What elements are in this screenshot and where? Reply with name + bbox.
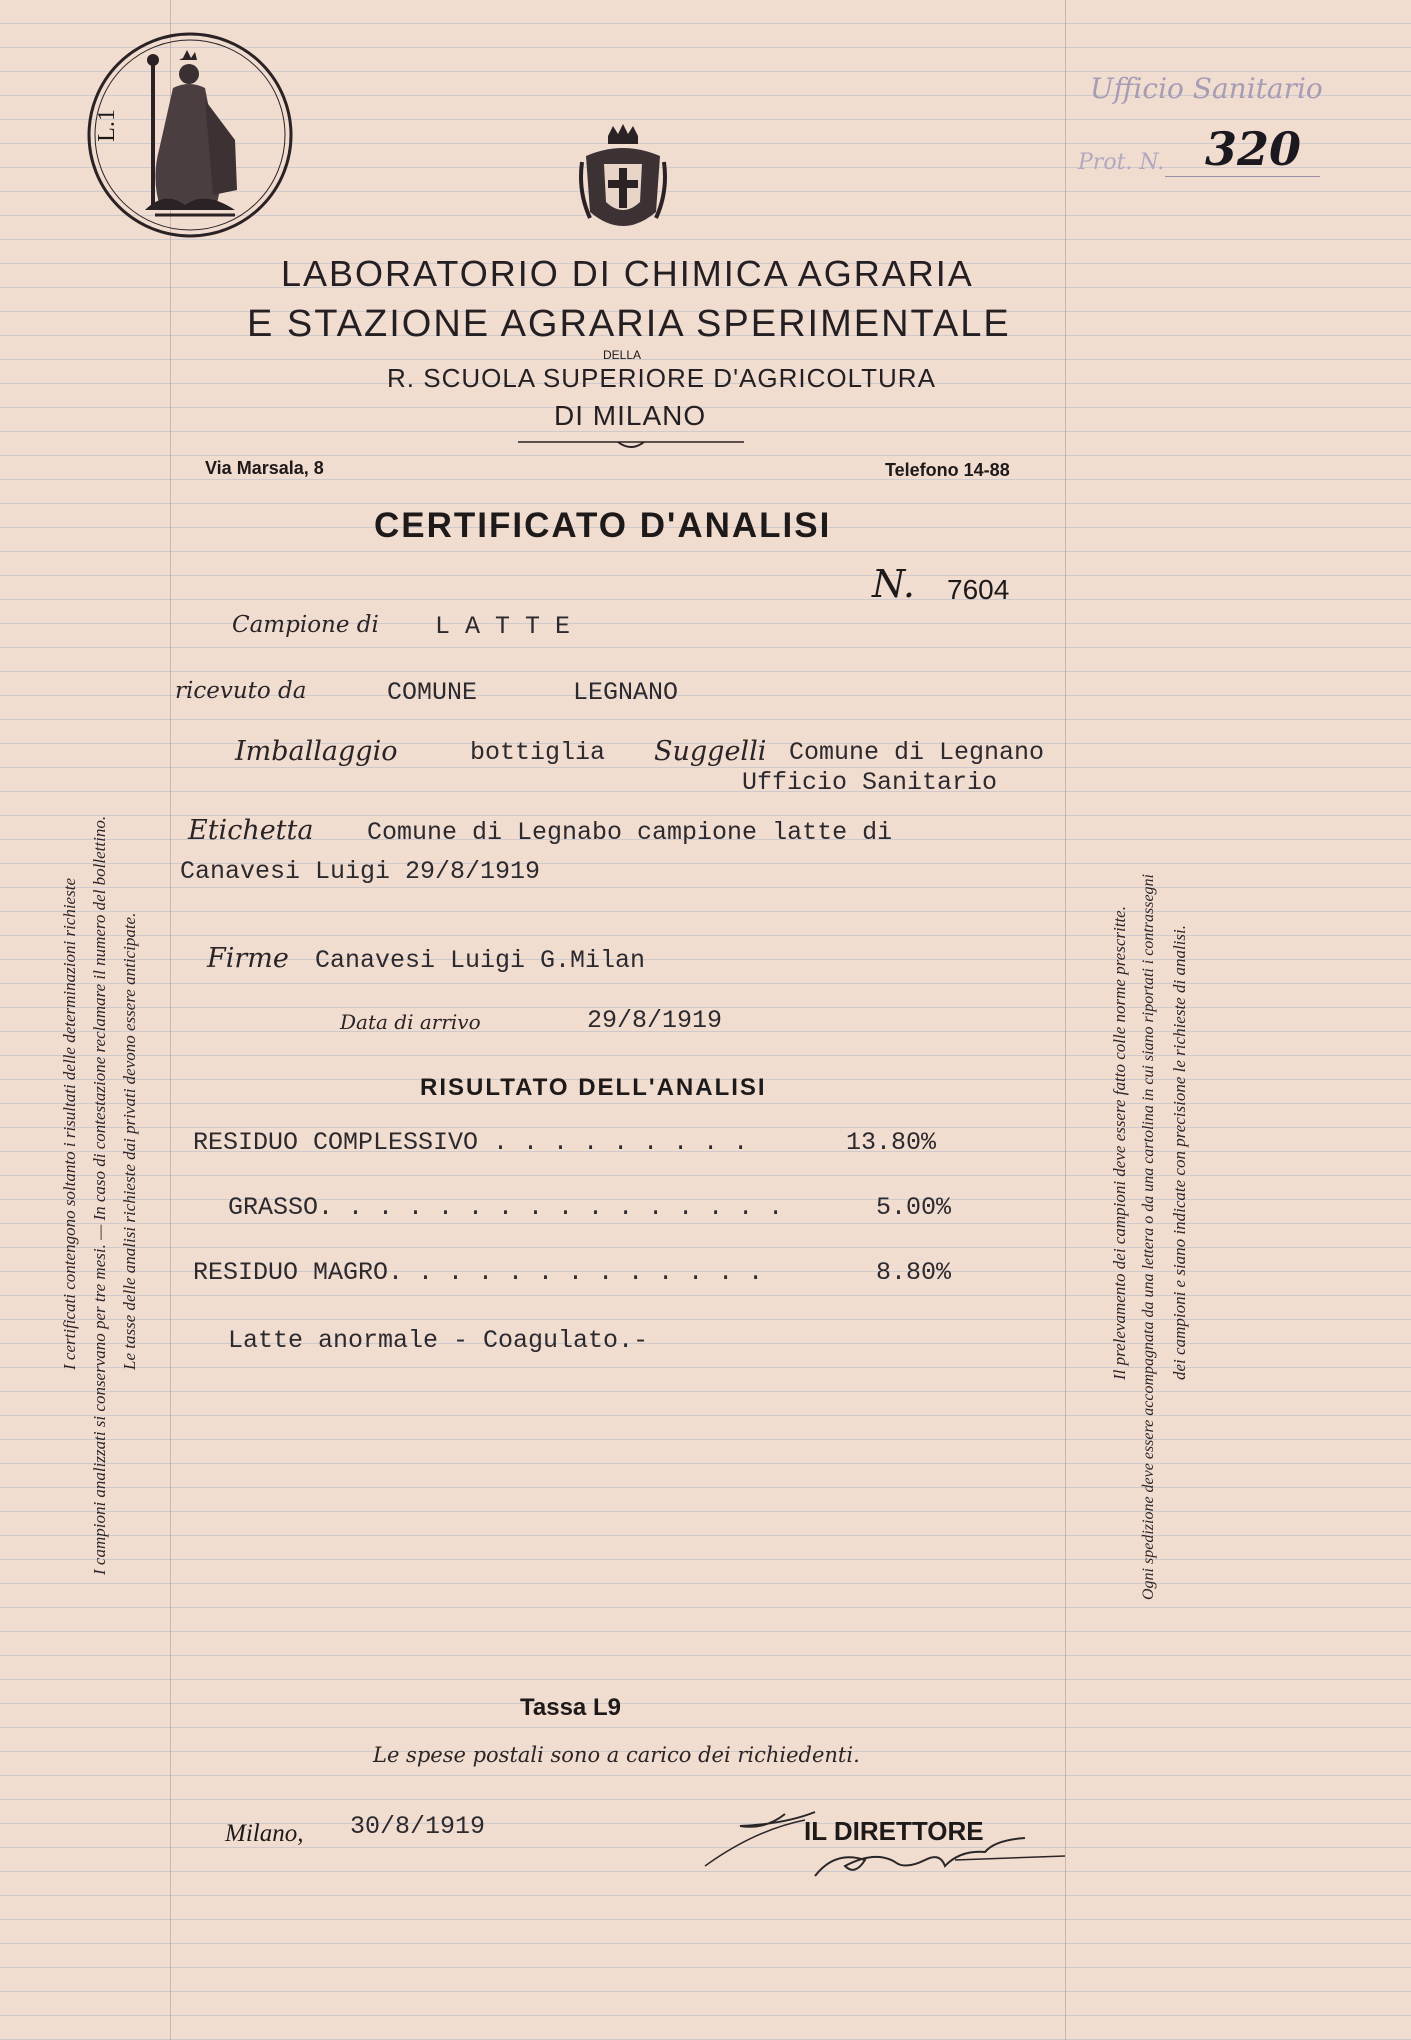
firme-label: Firme: [207, 943, 289, 974]
certificate-number: 7604: [947, 574, 1010, 605]
protocol-underline: [1165, 176, 1320, 177]
postal-note: Le spese postali sono a carico dei richiedenti.: [373, 1743, 860, 1767]
result-row-label: RESIDUO MAGRO. . . . . . . . . . . . .: [193, 1258, 764, 1287]
seal-emblem: [85, 30, 295, 240]
ricevuto-value-1: COMUNE: [387, 678, 478, 707]
result-row-value: 5.00%: [876, 1193, 952, 1222]
protocol-label: Prot. N.: [1078, 150, 1165, 175]
lab-address: Via Marsala, 8: [205, 458, 324, 478]
result-row-label: GRASSO. . . . . . . . . . . . . . . .: [228, 1193, 784, 1222]
etichetta-value-1: Comune di Legnabo campione latte di: [367, 818, 893, 847]
coat-of-arms-icon: [578, 122, 668, 240]
seal-label: L.1: [93, 109, 120, 142]
imballaggio-value: bottiglia: [470, 738, 606, 767]
etichetta-value-2: Canavesi Luigi 29/8/1919: [180, 857, 541, 886]
lab-city: DI MILANO: [554, 400, 707, 431]
right-margin-note: Ogni spedizione deve essere accompagnata da una lettera o da una cartolina in cui siano riportati i contrassegni: [1140, 874, 1157, 1600]
imballaggio-label: Imballaggio: [235, 736, 398, 767]
lab-telephone: Telefono 14-88: [885, 460, 1010, 480]
place-date: 30/8/1919: [350, 1812, 486, 1841]
results-title: RISULTATO DELL'ANALISI: [420, 1074, 767, 1101]
lab-name-line2: E STAZIONE AGRARIA SPERIMENTALE: [247, 303, 1011, 345]
firme-value: Canavesi Luigi G.Milan: [315, 946, 646, 975]
certificate-number-label: N.: [872, 562, 915, 606]
lab-della: DELLA: [603, 348, 642, 362]
margin-rule-right: [1065, 0, 1066, 2040]
office-stamp-text: Ufficio Sanitario: [1090, 72, 1323, 105]
protocol-number: 320: [1205, 122, 1302, 176]
director-label: IL DIRETTORE: [804, 1816, 984, 1846]
margin-rule-left: [170, 0, 171, 2040]
data-arrivo-label: Data di arrivo: [340, 1010, 481, 1034]
director-signature: [695, 1800, 1075, 1890]
right-margin-note: dei campioni e siano indicate con precisione le richieste di analisi.: [1170, 925, 1189, 1380]
ornament-divider: [518, 436, 744, 450]
suggelli-value-1: Comune di Legnano: [789, 738, 1045, 767]
ricevuto-label: ricevuto da: [175, 678, 307, 704]
right-margin-note: Il prelevamento dei campioni deve essere fatto colle norme prescritte.: [1110, 906, 1129, 1380]
place-label: Milano,: [225, 1820, 304, 1847]
data-arrivo-value: 29/8/1919: [587, 1006, 723, 1035]
result-row-value: 8.80%: [876, 1258, 952, 1287]
lab-name-line1: LABORATORIO DI CHIMICA AGRARIA: [281, 253, 974, 294]
suggelli-value-2: Ufficio Sanitario: [742, 768, 998, 797]
left-margin-note: I campioni analizzati si conservano per tre mesi. — In caso di contestazione reclamare il numero del bollettino.: [90, 815, 109, 1575]
suggelli-label: Suggelli: [654, 736, 767, 767]
result-row-value: 13.80%: [846, 1128, 937, 1157]
analysis-note: Latte anormale - Coagulato.-: [228, 1326, 649, 1355]
ricevuto-value-2: LEGNANO: [573, 678, 679, 707]
lab-school: R. SCUOLA SUPERIORE D'AGRICOLTURA: [387, 363, 936, 393]
certificate-title: CERTIFICATO D'ANALISI: [374, 506, 832, 545]
etichetta-label: Etichetta: [188, 815, 314, 846]
campione-value: L A T T E: [435, 612, 571, 641]
campione-label: Campione di: [232, 612, 379, 638]
left-margin-note: Le tasse delle analisi richieste dai privati devono essere anticipate.: [120, 912, 139, 1370]
result-row-label: RESIDUO COMPLESSIVO . . . . . . . . .: [193, 1128, 749, 1157]
left-margin-note: I certificati contengono soltanto i risultati delle determinazioni richieste: [60, 878, 79, 1370]
tassa: Tassa L9: [520, 1694, 621, 1721]
